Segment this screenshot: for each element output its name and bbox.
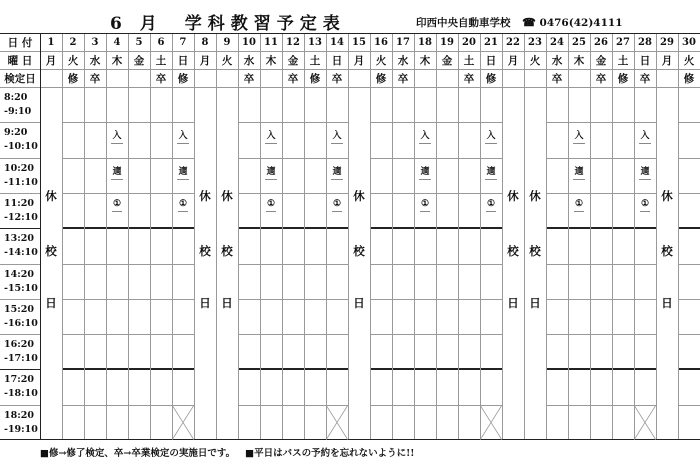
weekday-cell: 金 [441, 54, 453, 67]
date-cell: 10 [242, 36, 256, 48]
weekday-cell: 月 [661, 54, 673, 67]
holiday-label: 休 [221, 189, 233, 203]
date-cell: 28 [638, 36, 652, 48]
weekday-cell: 土 [155, 54, 167, 67]
weekday-cell: 月 [507, 54, 519, 67]
weekday-cell: 月 [199, 54, 211, 67]
weekday-cell: 木 [573, 54, 585, 67]
date-cell: 19 [440, 36, 454, 48]
date-cell: 4 [113, 36, 121, 48]
date-cell: 2 [69, 36, 77, 48]
time-slot-label: 9:20 -10:10 [4, 127, 38, 153]
date-cell: 22 [506, 36, 520, 48]
cross-out-icon [172, 405, 194, 440]
cross-out-icon [480, 405, 502, 440]
weekday-cell: 日 [485, 54, 497, 67]
table-border [0, 33, 700, 440]
date-cell: 24 [550, 36, 564, 48]
weekday-cell: 水 [89, 54, 101, 67]
lesson-mark: ① [172, 199, 194, 212]
date-cell: 8 [201, 36, 209, 48]
lesson-mark: 入 [260, 128, 282, 144]
footer-note-exam-legend: ■修→修了検定、卒→卒業検定の実施日です。 [40, 448, 236, 459]
date-cell: 20 [462, 36, 476, 48]
weekday-cell: 月 [45, 54, 57, 67]
lesson-mark: 適 [326, 164, 348, 180]
page-title [110, 9, 346, 34]
lesson-mark: 入 [634, 128, 656, 144]
date-cell: 27 [616, 36, 630, 48]
holiday-label: 校 [199, 244, 211, 258]
date-cell: 3 [91, 36, 99, 48]
date-cell: 11 [264, 36, 278, 48]
date-cell: 5 [135, 36, 143, 48]
weekday-cell: 木 [265, 54, 277, 67]
lesson-mark: 適 [634, 164, 656, 180]
weekday-cell: 日 [177, 54, 189, 67]
phone-number: 0476(42)4111 [539, 17, 623, 29]
exam-cell: 卒 [155, 72, 167, 85]
date-cell: 1 [47, 36, 55, 48]
exam-cell: 修 [375, 72, 387, 85]
holiday-label: 日 [661, 296, 673, 310]
exam-cell: 修 [485, 72, 497, 85]
cross-out-icon [326, 405, 348, 440]
time-slot-label: 14:20 -15:10 [4, 268, 38, 294]
row-label-weekday: 曜 日 [7, 54, 33, 67]
exam-cell: 修 [309, 72, 321, 85]
date-cell: 12 [286, 36, 300, 48]
label-column-border [0, 33, 41, 440]
date-cell: 30 [682, 36, 696, 48]
holiday-label: 校 [221, 244, 233, 258]
lesson-mark: 適 [106, 164, 128, 180]
exam-cell: 卒 [595, 72, 607, 85]
lesson-mark: ① [568, 199, 590, 212]
lesson-mark: 入 [326, 128, 348, 144]
holiday-label: 日 [45, 296, 57, 310]
time-slot-label: 16:20 -17:10 [4, 339, 38, 365]
time-slot-label: 15:20 -16:10 [4, 303, 38, 329]
date-cell: 17 [396, 36, 410, 48]
lesson-mark: ① [480, 199, 502, 212]
school-name: 印西中央自動車学校 [416, 17, 511, 29]
schedule-table [0, 33, 700, 440]
date-cell: 14 [330, 36, 344, 48]
lesson-mark: 入 [414, 128, 436, 144]
date-cell: 16 [374, 36, 388, 48]
holiday-label: 校 [529, 244, 541, 258]
lesson-mark: ① [106, 199, 128, 212]
weekday-cell: 月 [353, 54, 365, 67]
holiday-label: 日 [199, 296, 211, 310]
weekday-cell: 土 [463, 54, 475, 67]
date-cell: 29 [660, 36, 674, 48]
lesson-mark: 適 [260, 164, 282, 180]
lesson-mark: 入 [106, 128, 128, 144]
exam-cell: 卒 [243, 72, 255, 85]
time-slot-label: 10:20 -11:10 [4, 162, 38, 188]
lesson-mark: 入 [480, 128, 502, 144]
school-info [416, 15, 623, 30]
weekday-cell: 水 [243, 54, 255, 67]
holiday-label: 休 [507, 189, 519, 203]
holiday-label: 校 [353, 244, 365, 258]
holiday-label: 校 [507, 244, 519, 258]
holiday-label: 日 [353, 296, 365, 310]
exam-cell: 卒 [639, 72, 651, 85]
weekday-cell: 火 [683, 54, 695, 67]
date-cell: 7 [179, 36, 187, 48]
title-month: 6 月 [110, 14, 163, 34]
lesson-mark: ① [260, 199, 282, 212]
weekday-cell: 日 [331, 54, 343, 67]
cross-out-icon [634, 405, 656, 440]
exam-cell: 卒 [551, 72, 563, 85]
date-cell: 9 [223, 36, 231, 48]
lesson-mark: 入 [172, 128, 194, 144]
lesson-mark: 適 [414, 164, 436, 180]
holiday-label: 休 [353, 189, 365, 203]
date-cell: 18 [418, 36, 432, 48]
weekday-cell: 土 [309, 54, 321, 67]
holiday-label: 日 [221, 296, 233, 310]
holiday-label: 休 [45, 189, 57, 203]
weekday-cell: 土 [617, 54, 629, 67]
time-slot-label: 18:20 -19:10 [4, 409, 38, 435]
weekday-cell: 木 [111, 54, 123, 67]
holiday-label: 日 [507, 296, 519, 310]
row-label-exam-day: 検定日 [4, 72, 36, 85]
lesson-mark: ① [634, 199, 656, 212]
date-cell: 26 [594, 36, 608, 48]
exam-cell: 修 [67, 72, 79, 85]
row-label-date: 日 付 [7, 36, 33, 49]
lesson-mark: ① [326, 199, 348, 212]
weekday-cell: 水 [551, 54, 563, 67]
exam-cell: 卒 [397, 72, 409, 85]
weekday-cell: 金 [287, 54, 299, 67]
holiday-label: 休 [661, 189, 673, 203]
exam-cell: 修 [617, 72, 629, 85]
exam-cell: 卒 [331, 72, 343, 85]
holiday-label: 校 [45, 244, 57, 258]
footer-note-bus-reminder: ■平日はバスの予約を忘れないように!! [245, 448, 415, 459]
weekday-cell: 木 [419, 54, 431, 67]
phone-icon: ☎ [522, 16, 536, 29]
weekday-cell: 金 [595, 54, 607, 67]
exam-cell: 修 [177, 72, 189, 85]
lesson-mark: 適 [172, 164, 194, 180]
holiday-label: 校 [661, 244, 673, 258]
time-slot-label: 17:20 -18:10 [4, 374, 38, 400]
holiday-label: 休 [199, 189, 211, 203]
date-cell: 15 [352, 36, 366, 48]
date-cell: 23 [528, 36, 542, 48]
lesson-mark: 適 [480, 164, 502, 180]
exam-cell: 卒 [287, 72, 299, 85]
exam-cell: 卒 [463, 72, 475, 85]
weekday-cell: 火 [529, 54, 541, 67]
time-slot-label: 11:20 -12:10 [4, 197, 38, 223]
exam-cell: 修 [683, 72, 695, 85]
holiday-label: 日 [529, 296, 541, 310]
time-slot-label: 13:20 -14:10 [4, 233, 38, 259]
weekday-cell: 水 [397, 54, 409, 67]
exam-cell: 卒 [89, 72, 101, 85]
lesson-mark: 入 [568, 128, 590, 144]
weekday-cell: 金 [133, 54, 145, 67]
weekday-cell: 火 [221, 54, 233, 67]
weekday-cell: 火 [67, 54, 79, 67]
weekday-cell: 日 [639, 54, 651, 67]
date-cell: 6 [157, 36, 165, 48]
date-cell: 21 [484, 36, 498, 48]
date-cell: 25 [572, 36, 586, 48]
lesson-mark: 適 [568, 164, 590, 180]
time-slot-label: 8:20 -9:10 [4, 92, 32, 117]
weekday-cell: 火 [375, 54, 387, 67]
date-cell: 13 [308, 36, 322, 48]
holiday-label: 休 [529, 189, 541, 203]
lesson-mark: ① [414, 199, 436, 212]
title-text: 学科教習予定表 [184, 14, 346, 34]
